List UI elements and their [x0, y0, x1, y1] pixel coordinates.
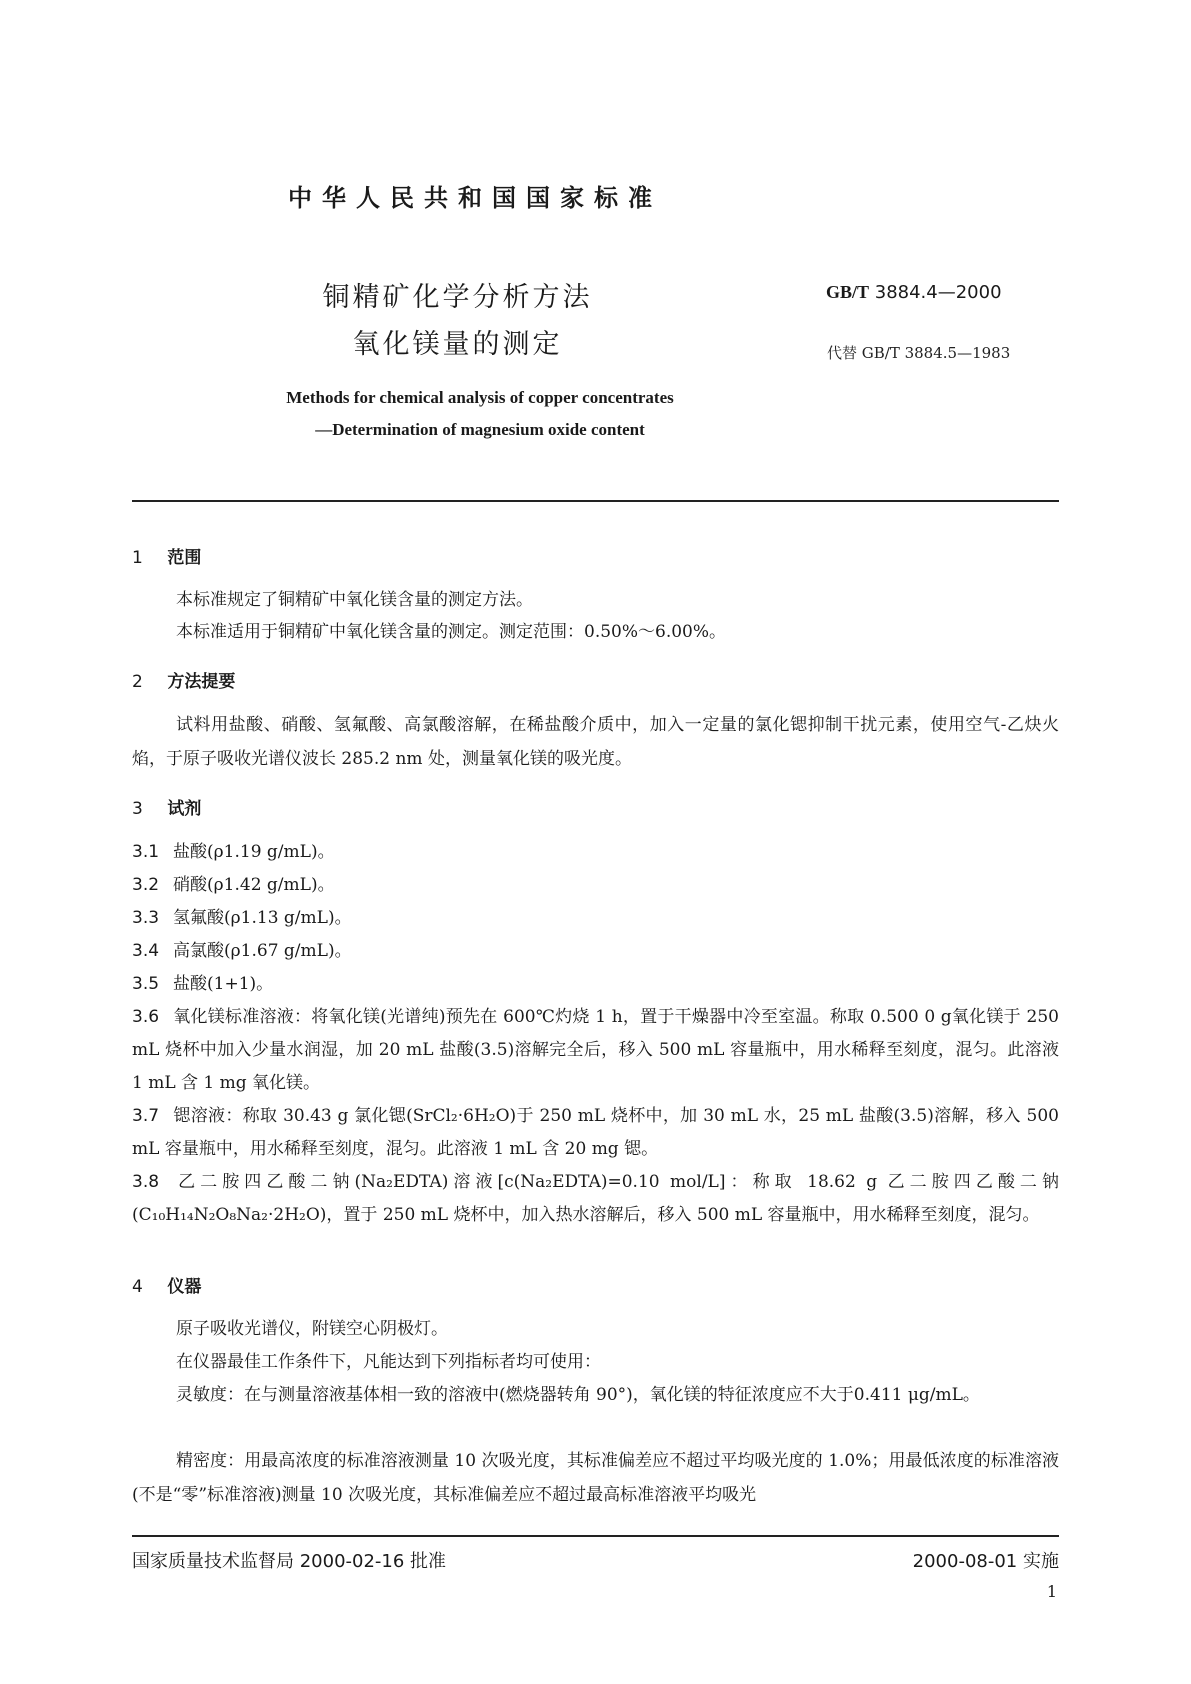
header-divider: [132, 500, 1059, 502]
section-number: 4: [132, 1277, 143, 1297]
section-2-paragraph: 试料用盐酸、硝酸、氢氟酸、高氯酸溶解，在稀盐酸介质中，加入一定量的氯化锶抑制干扰元素，使用空气-乙炔火焰，于原子吸收光谱仪波长 285.2 nm 处，测量氧化镁的吸光度。: [132, 715, 1059, 769]
standard-org-heading: 中华人民共和国国家标准: [288, 184, 662, 212]
section-4-paragraph: 原子吸收光谱仪，附镁空心阴极灯。: [176, 1319, 448, 1339]
reagent-item: [132, 869, 1059, 902]
replaces-standard: 代替 GB/T 3884.5—1983: [827, 344, 1011, 362]
item-text: 盐酸(1+1)。: [173, 974, 274, 994]
footer-divider: [132, 1535, 1059, 1537]
reagent-item: [132, 1166, 1059, 1232]
section-title: 仪器: [167, 1277, 202, 1297]
section-4-paragraph: 灵敏度：在与测量溶液基体相一致的溶液中(燃烧器转角 90°)，氧化镁的特征浓度应不大于0.411 μg/mL。: [176, 1385, 980, 1405]
item-number: 3.7: [132, 1106, 160, 1126]
page-number: 1: [1046, 1582, 1057, 1601]
item-text: 硝酸(ρ1.42 g/mL)。: [173, 875, 335, 895]
item-number: 3.3: [132, 908, 160, 928]
item-number: 3.2: [132, 875, 160, 895]
standard-code-number: 3884.4—2000: [874, 282, 1002, 303]
approval-info: 国家质量技术监督局 2000-02-16 批准: [132, 1551, 447, 1572]
document-subtitle: 氧化镁量的测定: [352, 329, 563, 360]
section-title: 试剂: [167, 799, 202, 819]
section-4-paragraph: 精密度：用最高浓度的标准溶液测量 10 次吸光度，其标准偏差应不超过平均吸光度的 1.0%；用最低浓度的标准溶液(不是“零”标准溶液)测量 10 次吸光度，其标准偏差应不超过最高标准溶液平均吸光: [132, 1451, 1059, 1505]
item-number: 3.6: [132, 1007, 160, 1027]
document-title: 铜精矿化学分析方法: [322, 282, 593, 313]
english-title: Methods for chemical analysis of copper concentrates: [286, 388, 674, 407]
item-text: 氢氟酸(ρ1.13 g/mL)。: [173, 908, 352, 928]
item-text: 氧化镁标准溶液：将氧化镁(光谱纯)预先在 600℃灼烧 1 h，置于干燥器中冷至室温。称取 0.500 0 g氧化镁于 250 mL 烧杯中加入少量水润湿，加 20 mL 盐酸(3.5)溶解完全后，移入 500 mL 容量瓶中，用水稀释至刻度，混匀。此溶液 1 mL 含 1 mg 氧化镁。: [132, 1007, 1059, 1093]
item-text: 乙二胺四乙酸二钠(Na₂EDTA)溶液[c(Na₂EDTA)=0.10 mol/L]：称取 18.62 g 乙二胺四乙酸二钠(C₁₀H₁₄N₂O₈Na₂·2H₂O)，置于 250 mL 烧杯中，加入热水溶解后，移入 500 mL 容量瓶中，用水稀释至刻度，混匀。: [132, 1172, 1059, 1225]
item-number: 3.5: [132, 974, 160, 994]
item-text: 锶溶液：称取 30.43 g 氯化锶(SrCl₂·6H₂O)于 250 mL 烧杯中，加 30 mL 水，25 mL 盐酸(3.5)溶解，移入 500 mL 容量瓶中，用水稀释至刻度，混匀。此溶液 1 mL 含 20 mg 锶。: [132, 1106, 1059, 1159]
item-number: 3.8: [132, 1172, 160, 1192]
reagent-item: [132, 935, 1059, 968]
section-1-paragraph: 本标准规定了铜精矿中氧化镁含量的测定方法。: [176, 590, 533, 610]
item-text: 高氯酸(ρ1.67 g/mL)。: [173, 941, 352, 961]
section-3-heading: [132, 794, 201, 819]
standard-code-prefix: GB/T: [826, 282, 870, 302]
section-2-heading: [132, 667, 235, 692]
section-number: 2: [132, 672, 143, 692]
section-1-heading: [132, 543, 201, 568]
section-number: 1: [132, 548, 143, 568]
reagent-item: [132, 968, 1059, 1001]
item-number: 3.4: [132, 941, 160, 961]
standard-code: [826, 282, 1002, 303]
section-1-paragraph: 本标准适用于铜精矿中氧化镁含量的测定。测定范围：0.50%～6.00%。: [176, 622, 727, 642]
item-number: 3.1: [132, 842, 160, 862]
section-title: 方法提要: [167, 672, 236, 692]
reagent-item: [132, 902, 1059, 935]
implementation-date: 2000-08-01 实施: [912, 1551, 1059, 1572]
reagent-item: [132, 836, 1059, 869]
item-text: 盐酸(ρ1.19 g/mL)。: [173, 842, 335, 862]
reagent-item: [132, 1001, 1059, 1100]
english-subtitle: —Determination of magnesium oxide content: [315, 420, 645, 439]
section-title: 范围: [167, 548, 202, 568]
section-4-paragraph: 在仪器最佳工作条件下，凡能达到下列指标者均可使用：: [176, 1352, 601, 1372]
section-number: 3: [132, 799, 143, 819]
reagent-item: [132, 1100, 1059, 1166]
section-4-heading: [132, 1272, 201, 1297]
